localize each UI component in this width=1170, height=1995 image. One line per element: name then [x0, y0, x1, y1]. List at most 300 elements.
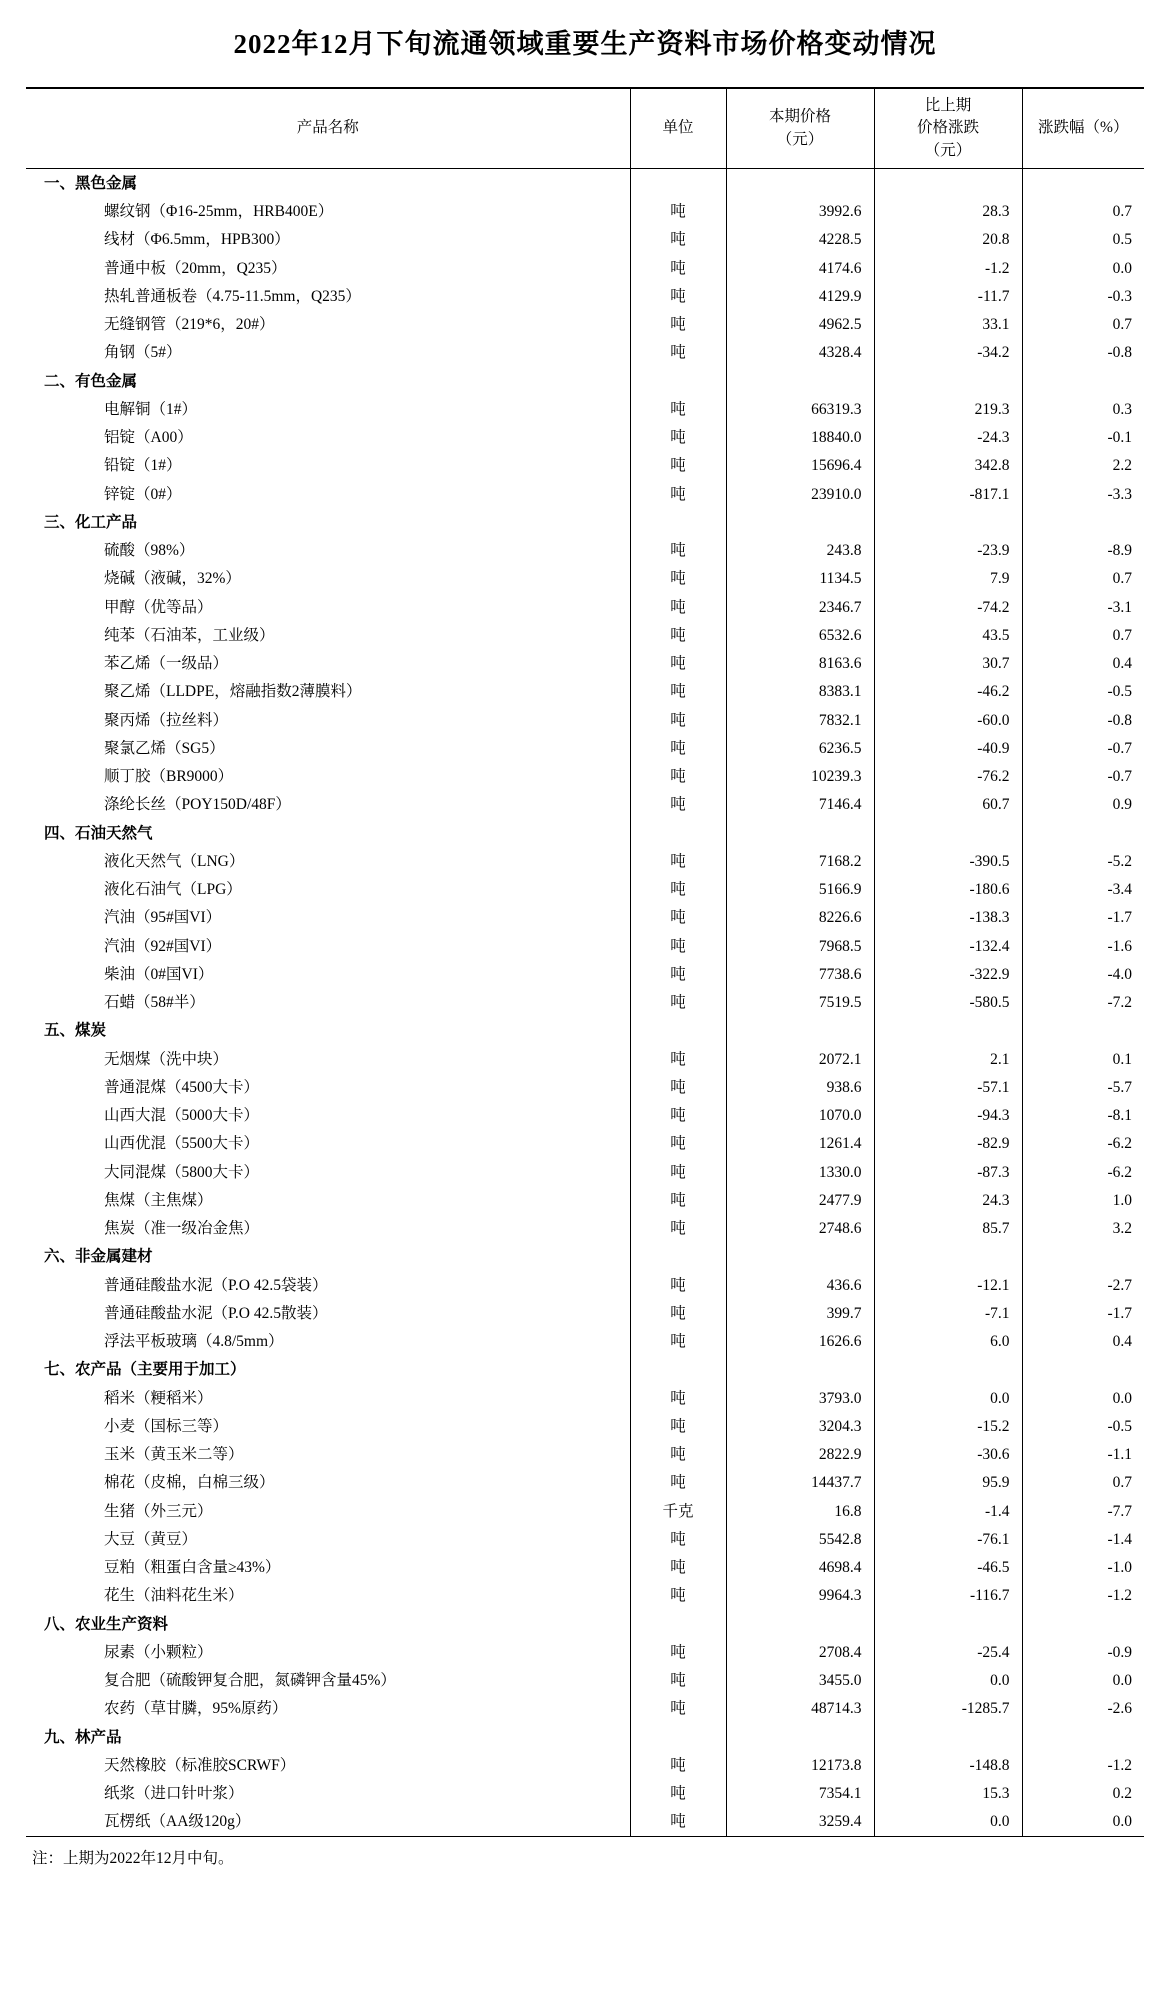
product-price-change: -82.9 [874, 1130, 1022, 1158]
product-name: 聚乙烯（LLDPE，熔融指数2薄膜料） [104, 683, 362, 701]
table-row [26, 960, 1144, 988]
product-price: 2477.9 [726, 1186, 874, 1214]
table-row [26, 706, 1144, 734]
product-price-change: -34.2 [874, 339, 1022, 367]
table-row [26, 1469, 1144, 1497]
product-name: 角钢（5#） [104, 344, 182, 362]
product-change-rate: -0.7 [1022, 763, 1144, 791]
table-row [26, 621, 1144, 649]
product-name: 玉米（黄玉米二等） [104, 1446, 244, 1464]
table-row [26, 593, 1144, 621]
product-change-rate: -8.1 [1022, 1102, 1144, 1130]
product-price: 18840.0 [726, 424, 874, 452]
product-name: 聚氯乙烯（SG5） [104, 739, 225, 757]
product-price-change: 30.7 [874, 650, 1022, 678]
product-unit: 吨 [630, 565, 726, 593]
product-price-change: 24.3 [874, 1186, 1022, 1214]
table-row [26, 904, 1144, 932]
product-price-change: 0.0 [874, 1384, 1022, 1412]
product-price: 5542.8 [726, 1525, 874, 1553]
product-unit: 吨 [630, 452, 726, 480]
product-unit: 吨 [630, 678, 726, 706]
product-change-rate: -6.2 [1022, 1130, 1144, 1158]
table-header [26, 88, 1144, 169]
column-header-rate: 涨跌幅（%） [1022, 88, 1144, 169]
product-unit: 吨 [630, 847, 726, 875]
product-price-change: -11.7 [874, 282, 1022, 310]
table-group-row [26, 1243, 1144, 1271]
product-price: 7519.5 [726, 989, 874, 1017]
product-unit: 吨 [630, 876, 726, 904]
product-change-rate: 3.2 [1022, 1215, 1144, 1243]
product-change-rate: -3.3 [1022, 480, 1144, 508]
product-unit: 吨 [630, 1045, 726, 1073]
product-change-rate [1022, 367, 1144, 395]
product-change-rate: -7.2 [1022, 989, 1144, 1017]
product-unit [630, 508, 726, 536]
product-unit: 吨 [630, 395, 726, 423]
table-row [26, 1158, 1144, 1186]
product-change-rate: -0.1 [1022, 424, 1144, 452]
table-row [26, 1497, 1144, 1525]
product-change-rate: 0.0 [1022, 254, 1144, 282]
product-unit: 吨 [630, 424, 726, 452]
product-price-change: 20.8 [874, 226, 1022, 254]
product-unit: 吨 [630, 1328, 726, 1356]
table-row [26, 226, 1144, 254]
product-price-change: 95.9 [874, 1469, 1022, 1497]
product-price-change: 43.5 [874, 621, 1022, 649]
table-row [26, 1412, 1144, 1440]
product-name: 稻米（粳稻米） [104, 1389, 213, 1407]
group-label: 四、石油天然气 [44, 824, 153, 842]
product-change-rate: -0.3 [1022, 282, 1144, 310]
group-label: 七、农产品（主要用于加工） [44, 1361, 246, 1379]
group-label: 三、化工产品 [44, 513, 138, 531]
column-header-price-line2: （元） [776, 130, 824, 148]
product-unit [630, 367, 726, 395]
product-name: 山西优混（5500大卡） [104, 1135, 260, 1153]
product-price [726, 1723, 874, 1751]
product-change-rate: -1.7 [1022, 904, 1144, 932]
product-price: 2346.7 [726, 593, 874, 621]
product-unit: 吨 [630, 282, 726, 310]
table-row [26, 1667, 1144, 1695]
product-unit: 吨 [630, 1780, 726, 1808]
product-name: 豆粕（粗蛋白含量≥43%） [104, 1559, 281, 1577]
product-price: 4228.5 [726, 226, 874, 254]
product-price-change: -87.3 [874, 1158, 1022, 1186]
product-change-rate: -1.4 [1022, 1525, 1144, 1553]
product-price: 2748.6 [726, 1215, 874, 1243]
product-change-rate: 0.7 [1022, 311, 1144, 339]
table-row [26, 1808, 1144, 1837]
product-price [726, 1356, 874, 1384]
product-unit: 吨 [630, 1299, 726, 1327]
table-row [26, 734, 1144, 762]
table-row [26, 1582, 1144, 1610]
product-unit: 吨 [630, 1441, 726, 1469]
product-name: 苯乙烯（一级品） [104, 655, 229, 673]
price-table [26, 87, 1144, 1837]
product-change-rate: -0.7 [1022, 734, 1144, 762]
product-name: 液化石油气（LPG） [104, 881, 242, 899]
product-unit [630, 1610, 726, 1638]
product-price-change: -40.9 [874, 734, 1022, 762]
product-change-rate: 0.7 [1022, 1469, 1144, 1497]
product-name: 焦煤（主焦煤） [104, 1191, 213, 1209]
table-row [26, 1102, 1144, 1130]
product-change-rate: -1.1 [1022, 1441, 1144, 1469]
product-name: 尿素（小颗粒） [104, 1643, 213, 1661]
product-price-change: -60.0 [874, 706, 1022, 734]
product-name: 花生（油料花生米） [104, 1587, 244, 1605]
product-unit: 吨 [630, 1130, 726, 1158]
product-unit: 吨 [630, 1158, 726, 1186]
column-header-price-line1: 本期价格 [768, 108, 831, 126]
product-name: 电解铜（1#） [104, 400, 198, 418]
product-price: 938.6 [726, 1073, 874, 1101]
table-row [26, 254, 1144, 282]
product-unit: 吨 [630, 1695, 726, 1723]
product-change-rate: 0.3 [1022, 395, 1144, 423]
product-unit: 吨 [630, 339, 726, 367]
product-change-rate: 2.2 [1022, 452, 1144, 480]
table-row [26, 1695, 1144, 1723]
product-unit [630, 819, 726, 847]
product-change-rate: 0.0 [1022, 1384, 1144, 1412]
product-price: 7354.1 [726, 1780, 874, 1808]
product-unit: 千克 [630, 1497, 726, 1525]
product-unit: 吨 [630, 1582, 726, 1610]
table-row [26, 876, 1144, 904]
product-price-change: -138.3 [874, 904, 1022, 932]
table-row [26, 932, 1144, 960]
product-name: 瓦楞纸（AA级120g） [26, 1808, 630, 1837]
table-row [26, 1525, 1144, 1553]
product-change-rate: -4.0 [1022, 960, 1144, 988]
product-change-rate: -0.5 [1022, 678, 1144, 706]
product-price-change: 0.0 [874, 1808, 1022, 1837]
product-unit: 吨 [630, 480, 726, 508]
product-unit: 吨 [630, 932, 726, 960]
product-price: 1626.6 [726, 1328, 874, 1356]
product-price-change: 60.7 [874, 791, 1022, 819]
product-price-change: -57.1 [874, 1073, 1022, 1101]
product-price: 436.6 [726, 1271, 874, 1299]
product-price-change: 15.3 [874, 1780, 1022, 1808]
product-price-change [874, 1243, 1022, 1271]
product-price [726, 1243, 874, 1271]
product-unit: 吨 [630, 1215, 726, 1243]
product-unit: 吨 [630, 593, 726, 621]
product-price: 3455.0 [726, 1667, 874, 1695]
product-price-change: 6.0 [874, 1328, 1022, 1356]
table-row [26, 1441, 1144, 1469]
product-price: 1330.0 [726, 1158, 874, 1186]
product-name: 生猪（外三元） [104, 1502, 213, 1520]
product-price: 10239.3 [726, 763, 874, 791]
product-price [726, 1610, 874, 1638]
product-price-change: 85.7 [874, 1215, 1022, 1243]
product-change-rate: 0.9 [1022, 791, 1144, 819]
product-price-change: -25.4 [874, 1638, 1022, 1666]
product-name: 大豆（黄豆） [104, 1530, 198, 1548]
product-unit: 吨 [630, 1469, 726, 1497]
product-unit: 吨 [630, 650, 726, 678]
column-header-change-line2: 价格涨跌 [916, 119, 979, 137]
product-name: 柴油（0#国VI） [104, 965, 214, 983]
table-row [26, 452, 1144, 480]
product-price: 4962.5 [726, 311, 874, 339]
column-header-price [726, 88, 874, 169]
product-unit: 吨 [630, 537, 726, 565]
product-name: 小麦（国标三等） [104, 1417, 229, 1435]
product-name: 汽油（95#国VI） [104, 909, 222, 927]
product-price [726, 819, 874, 847]
product-unit: 吨 [630, 1186, 726, 1214]
product-change-rate: -1.0 [1022, 1554, 1144, 1582]
product-price: 5166.9 [726, 876, 874, 904]
product-price: 7738.6 [726, 960, 874, 988]
page-title: 2022年12月下旬流通领域重要生产资料市场价格变动情况 [233, 29, 937, 59]
product-price: 3992.6 [726, 198, 874, 226]
column-header-unit: 单位 [630, 88, 726, 169]
product-price: 8226.6 [726, 904, 874, 932]
product-name: 硫酸（98%） [104, 542, 195, 560]
table-group-row [26, 1610, 1144, 1638]
product-unit: 吨 [630, 254, 726, 282]
product-unit: 吨 [630, 989, 726, 1017]
group-label: 九、林产品 [44, 1728, 122, 1746]
product-name: 农药（草甘膦，95%原药） [104, 1700, 288, 1718]
product-price: 1070.0 [726, 1102, 874, 1130]
product-price-change [874, 367, 1022, 395]
product-name: 甲醇（优等品） [104, 598, 213, 616]
product-change-rate: 0.7 [1022, 198, 1144, 226]
product-price-change: 219.3 [874, 395, 1022, 423]
product-change-rate: -7.7 [1022, 1497, 1144, 1525]
product-name: 石蜡（58#半） [104, 994, 205, 1012]
table-group-row [26, 1017, 1144, 1045]
product-price-change: -7.1 [874, 1299, 1022, 1327]
product-change-rate: -0.8 [1022, 339, 1144, 367]
column-header-change-line1: 比上期 [924, 97, 972, 114]
product-name: 锌锭（0#） [104, 485, 182, 503]
product-unit: 吨 [630, 1808, 726, 1837]
table-row [26, 339, 1144, 367]
product-unit: 吨 [630, 1102, 726, 1130]
product-unit: 吨 [630, 1412, 726, 1440]
product-price: 243.8 [726, 537, 874, 565]
product-change-rate: -1.6 [1022, 932, 1144, 960]
product-unit: 吨 [630, 960, 726, 988]
product-price: 2822.9 [726, 1441, 874, 1469]
product-name: 山西大混（5000大卡） [104, 1107, 260, 1125]
product-unit: 吨 [630, 763, 726, 791]
product-change-rate: 0.0 [1022, 1667, 1144, 1695]
product-price: 1134.5 [726, 565, 874, 593]
product-name: 复合肥（硫酸钾复合肥，氮磷钾含量45%） [104, 1672, 396, 1690]
table-row [26, 989, 1144, 1017]
table-row [26, 282, 1144, 310]
product-price-change: -817.1 [874, 480, 1022, 508]
product-price [726, 169, 874, 198]
product-change-rate: -1.7 [1022, 1299, 1144, 1327]
bottom-spacer [26, 1868, 1144, 1898]
table-row [26, 1780, 1144, 1808]
product-price-change [874, 1610, 1022, 1638]
product-change-rate: 0.7 [1022, 621, 1144, 649]
product-price-change [874, 508, 1022, 536]
product-price-change: -46.2 [874, 678, 1022, 706]
product-unit: 吨 [630, 1638, 726, 1666]
group-label: 二、有色金属 [44, 372, 138, 390]
product-name: 铝锭（A00） [104, 429, 193, 447]
product-change-rate: 0.4 [1022, 1328, 1144, 1356]
group-label: 五、煤炭 [44, 1022, 107, 1040]
group-label: 六、非金属建材 [44, 1248, 153, 1266]
product-price-change: -46.5 [874, 1554, 1022, 1582]
product-price-change: -94.3 [874, 1102, 1022, 1130]
product-change-rate: -2.7 [1022, 1271, 1144, 1299]
product-name: 无缝钢管（219*6，20#） [104, 316, 275, 334]
product-price [726, 367, 874, 395]
product-price: 8163.6 [726, 650, 874, 678]
product-price: 7146.4 [726, 791, 874, 819]
product-price: 2708.4 [726, 1638, 874, 1666]
table-row [26, 1073, 1144, 1101]
product-unit: 吨 [630, 226, 726, 254]
product-name: 普通硅酸盐水泥（P.O 42.5散装） [104, 1304, 328, 1322]
product-change-rate: -5.7 [1022, 1073, 1144, 1101]
product-name: 纸浆（进口针叶浆） [104, 1785, 244, 1803]
product-unit: 吨 [630, 706, 726, 734]
product-name: 顺丁胶（BR9000） [104, 768, 234, 786]
product-unit: 吨 [630, 1525, 726, 1553]
column-header-change-line3: （元） [924, 141, 972, 159]
product-price-change: 0.0 [874, 1667, 1022, 1695]
product-price: 9964.3 [726, 1582, 874, 1610]
product-change-rate: -3.4 [1022, 876, 1144, 904]
table-note: 注：上期为2022年12月中旬。 [32, 1850, 234, 1868]
product-name: 烧碱（液碱，32%） [104, 570, 241, 588]
table-row [26, 1215, 1144, 1243]
product-price-change [874, 1017, 1022, 1045]
product-price: 7168.2 [726, 847, 874, 875]
product-unit [630, 169, 726, 198]
product-change-rate: -0.8 [1022, 706, 1144, 734]
product-unit [630, 1723, 726, 1751]
product-price-change [874, 1723, 1022, 1751]
product-price-change: 28.3 [874, 198, 1022, 226]
product-name: 普通硅酸盐水泥（P.O 42.5袋装） [104, 1276, 328, 1294]
product-price: 4129.9 [726, 282, 874, 310]
product-price [726, 1017, 874, 1045]
table-row [26, 678, 1144, 706]
product-change-rate: 0.1 [1022, 1045, 1144, 1073]
product-price-change [874, 1356, 1022, 1384]
product-price: 4328.4 [726, 339, 874, 367]
product-price: 14437.7 [726, 1469, 874, 1497]
table-row [26, 763, 1144, 791]
product-price: 4174.6 [726, 254, 874, 282]
product-change-rate: -0.9 [1022, 1638, 1144, 1666]
product-name: 线材（Φ6.5mm，HPB300） [104, 231, 290, 249]
product-name: 大同混煤（5800大卡） [104, 1163, 260, 1181]
product-price-change: -74.2 [874, 593, 1022, 621]
product-change-rate [1022, 1610, 1144, 1638]
table-row [26, 537, 1144, 565]
product-change-rate: 1.0 [1022, 1186, 1144, 1214]
product-price-change: 33.1 [874, 311, 1022, 339]
table-row [26, 395, 1144, 423]
product-change-rate: -5.2 [1022, 847, 1144, 875]
product-price-change: -148.8 [874, 1751, 1022, 1779]
product-change-rate [1022, 1243, 1144, 1271]
product-price: 23910.0 [726, 480, 874, 508]
table-row [26, 480, 1144, 508]
product-name: 天然橡胶（标准胶SCRWF） [104, 1756, 296, 1774]
product-unit: 吨 [630, 734, 726, 762]
table-row [26, 424, 1144, 452]
product-price: 2072.1 [726, 1045, 874, 1073]
product-price-change: -76.2 [874, 763, 1022, 791]
table-body [26, 169, 1144, 1837]
product-price: 3204.3 [726, 1412, 874, 1440]
product-unit [630, 1243, 726, 1271]
table-row [26, 198, 1144, 226]
product-name: 普通混煤（4500大卡） [104, 1078, 260, 1096]
product-unit: 吨 [630, 1384, 726, 1412]
table-group-row [26, 169, 1144, 198]
product-price: 66319.3 [726, 395, 874, 423]
product-change-rate [1022, 819, 1144, 847]
product-change-rate [1022, 1017, 1144, 1045]
table-row [26, 1299, 1144, 1327]
product-price-change: -76.1 [874, 1525, 1022, 1553]
product-price: 3793.0 [726, 1384, 874, 1412]
product-price-change: -132.4 [874, 932, 1022, 960]
product-price: 6532.6 [726, 621, 874, 649]
product-price: 7968.5 [726, 932, 874, 960]
product-price: 7832.1 [726, 706, 874, 734]
product-price: 8383.1 [726, 678, 874, 706]
product-change-rate: -8.9 [1022, 537, 1144, 565]
table-row [26, 847, 1144, 875]
product-name: 涤纶长丝（POY150D/48F） [104, 796, 291, 814]
product-price: 1261.4 [726, 1130, 874, 1158]
group-label: 一、黑色金属 [44, 174, 138, 192]
product-name: 棉花（皮棉，白棉三级） [104, 1474, 275, 1492]
product-price: 16.8 [726, 1497, 874, 1525]
product-change-rate [1022, 508, 1144, 536]
product-price-change: -24.3 [874, 424, 1022, 452]
column-header-change [874, 88, 1022, 169]
product-unit: 吨 [630, 621, 726, 649]
table-row [26, 1384, 1144, 1412]
product-price-change: -580.5 [874, 989, 1022, 1017]
table-group-row [26, 819, 1144, 847]
product-price-change [874, 169, 1022, 198]
product-price-change: 342.8 [874, 452, 1022, 480]
product-price-change: -1285.7 [874, 1695, 1022, 1723]
table-row [26, 650, 1144, 678]
product-change-rate: 0.4 [1022, 650, 1144, 678]
product-price-change: -15.2 [874, 1412, 1022, 1440]
product-unit: 吨 [630, 791, 726, 819]
product-price: 3259.4 [726, 1808, 874, 1837]
